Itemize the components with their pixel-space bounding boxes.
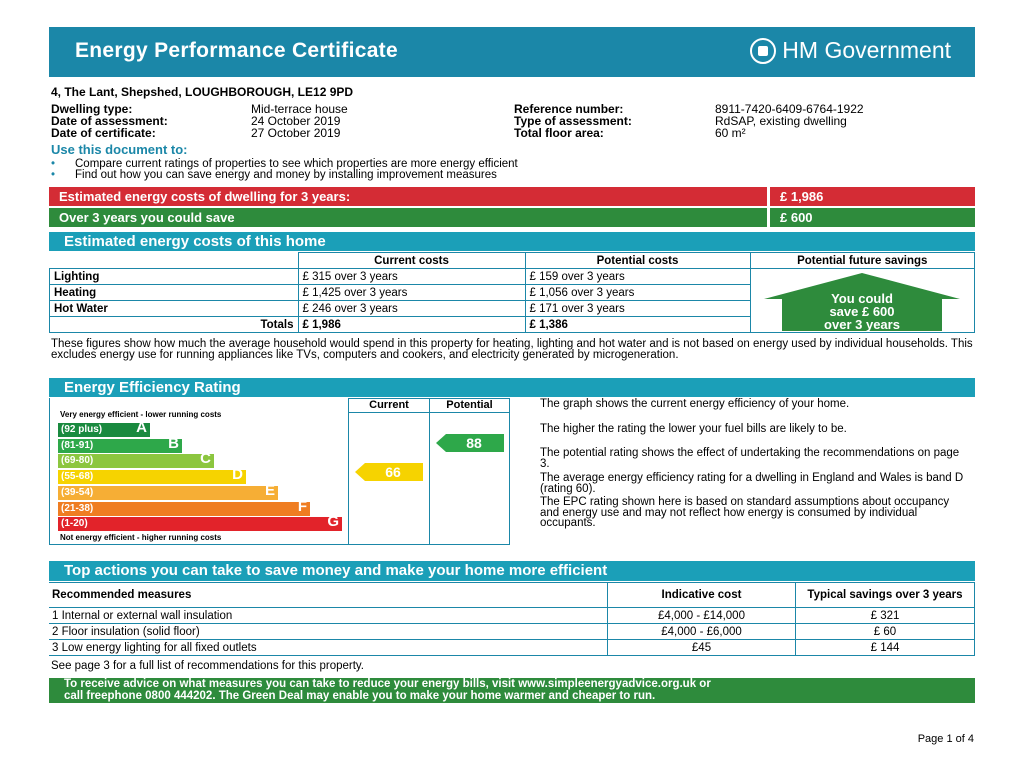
detail-value: Mid-terrace house (251, 102, 348, 116)
rating-description: The higher the rating the lower your fuel bills are likely to be. (540, 423, 847, 435)
advice-line-1: To receive advice on what measures you can take to reduce your energy bills, visit www.simpleenergyadvice.org.uk or (64, 678, 711, 690)
bullet-item: • Compare current ratings of properties to see which properties are more energy efficient (51, 158, 518, 170)
use-document-title: Use this document to: (51, 142, 188, 157)
detail-value: 24 October 2019 (251, 114, 341, 128)
property-address: 4, The Lant, Shepshed, LOUGHBOROUGH, LE12 9PD (51, 85, 354, 99)
hm-government-logo (750, 37, 951, 64)
band-letter: G (327, 513, 339, 531)
band-range: (21-38) (61, 502, 94, 514)
bullet-item: • Find out how you can save energy and money by installing improvement measures (51, 169, 497, 181)
totals-row: Totals £ 1,986 £ 1,386 (50, 317, 975, 333)
detail-value: 27 October 2019 (251, 126, 341, 140)
savings-cell (750, 269, 975, 333)
detail-value: 60 m² (715, 126, 746, 140)
band-letter: A (136, 419, 147, 436)
detail-label: Dwelling type: (51, 102, 133, 116)
costs-section-title: Estimated energy costs of this home (49, 232, 975, 251)
actions-note: See page 3 for a full list of recommendations for this property. (51, 660, 364, 672)
detail-label: Reference number: (514, 102, 624, 116)
band-range: (55-68) (61, 471, 94, 483)
band-letter: C (200, 450, 211, 468)
gov-label: HM Government (782, 37, 951, 63)
rating-description: The average energy efficiency rating for a dwelling in England and Wales is band D (rating 60). (540, 472, 964, 495)
savings-house-icon (764, 271, 960, 331)
detail-value: 8911-7420-6409-6764-1922 (715, 102, 864, 116)
header-saving: Typical savings over 3 years (796, 583, 975, 608)
costs-table (49, 252, 975, 333)
detail-label: Type of assessment: (514, 114, 632, 128)
page-number: Page 1 of 4 (917, 733, 974, 745)
detail-label: Date of assessment: (51, 114, 168, 128)
current-header: Current (349, 399, 429, 413)
band-range: (81-91) (61, 439, 94, 451)
rating-section-title: Energy Efficiency Rating (49, 378, 975, 397)
current-rating-arrow (355, 463, 423, 481)
rating-band-b (58, 434, 182, 453)
advice-footer (49, 678, 975, 703)
header-potential: Potential costs (525, 253, 750, 269)
rating-band-e (58, 481, 278, 500)
table-row: Hot Water £ 246 over 3 years £ 171 over 3 years (50, 301, 975, 317)
header-cost: Indicative cost (608, 583, 796, 608)
top-label: Very energy efficient - lower running costs (60, 410, 222, 419)
rating-band-g (58, 513, 342, 531)
table-row: 2 Floor insulation (solid floor) £4,000 - £6,000 £ 60 (49, 624, 975, 640)
costs-note: These figures show how much the average household would spend in this property for heating, lighting and hot water and is not based on energy used by individual households. This excludes energy use for running appliances like TVs, computers and cookers, and electricity generated by microgeneration. (51, 338, 973, 361)
band-letter: E (264, 481, 275, 499)
table-row: Lighting £ 315 over 3 years £ 159 over 3 years You could save £ 600 over 3 years (50, 269, 975, 285)
band-range: (1-20) (61, 518, 88, 530)
estimated-cost-value: £ 1,986 (770, 187, 975, 206)
savings-bar: Over 3 years you could save (49, 208, 767, 227)
band-letter: F (297, 497, 307, 515)
savings-line-2: save £ 600 (829, 303, 895, 319)
detail-label: Total floor area: (514, 126, 604, 140)
header-current: Current costs (298, 253, 525, 269)
band-letter: D (232, 466, 243, 484)
recommendations-table (49, 582, 975, 656)
table-row: Heating £ 1,425 over 3 years £ 1,056 over 3 years (50, 285, 975, 301)
header-measures: Recommended measures (49, 583, 608, 608)
rating-band-f (58, 497, 310, 516)
table-row: 1 Internal or external wall insulation £4,000 - £14,000 £ 321 (49, 608, 975, 624)
band-range: (39-54) (61, 486, 94, 498)
potential-rating-arrow (436, 434, 504, 452)
actions-section-title: Top actions you can take to save money and make your home more efficient (49, 561, 975, 581)
crest-icon (750, 38, 776, 64)
band-range: (69-80) (61, 455, 94, 467)
band-letter: B (168, 434, 179, 452)
rating-band-d (58, 466, 246, 484)
savings-value: £ 600 (770, 208, 975, 227)
rating-description: The EPC rating shown here is based on standard assumptions about occupancy and energy use and may not reflect how energy is consumed by individual occupants. (540, 496, 950, 529)
rating-description: The graph shows the current energy efficiency of your home. (540, 398, 850, 410)
potential-rating-value: 88 (466, 435, 482, 451)
rating-chart (49, 398, 349, 545)
table-row: 3 Low energy lighting for all fixed outlets £45 £ 144 (49, 640, 975, 656)
savings-line-1: You could (831, 290, 894, 306)
header-banner (49, 27, 975, 77)
potential-header: Potential (430, 399, 509, 413)
estimated-cost-bar: Estimated energy costs of dwelling for 3 years: (49, 187, 767, 206)
rating-band-c (58, 450, 214, 468)
current-rating-value: 66 (385, 464, 401, 480)
header-savings: Potential future savings (750, 253, 975, 269)
page-title: Energy Performance Certificate (75, 39, 398, 62)
rating-band-a (58, 419, 150, 437)
advice-line-2: call freephone 0800 444202. The Green Deal may enable you to make your home warmer and cheaper to run. (64, 690, 656, 702)
savings-line-3: over 3 years (824, 316, 901, 331)
rating-description: The potential rating shows the effect of undertaking the recommendations on page 3. (540, 447, 960, 470)
detail-value: RdSAP, existing dwelling (715, 114, 847, 128)
potential-column (429, 398, 510, 545)
bottom-label: Not energy efficient - higher running costs (60, 533, 222, 542)
band-range: (92 plus) (61, 424, 103, 435)
detail-label: Date of certificate: (51, 126, 156, 140)
